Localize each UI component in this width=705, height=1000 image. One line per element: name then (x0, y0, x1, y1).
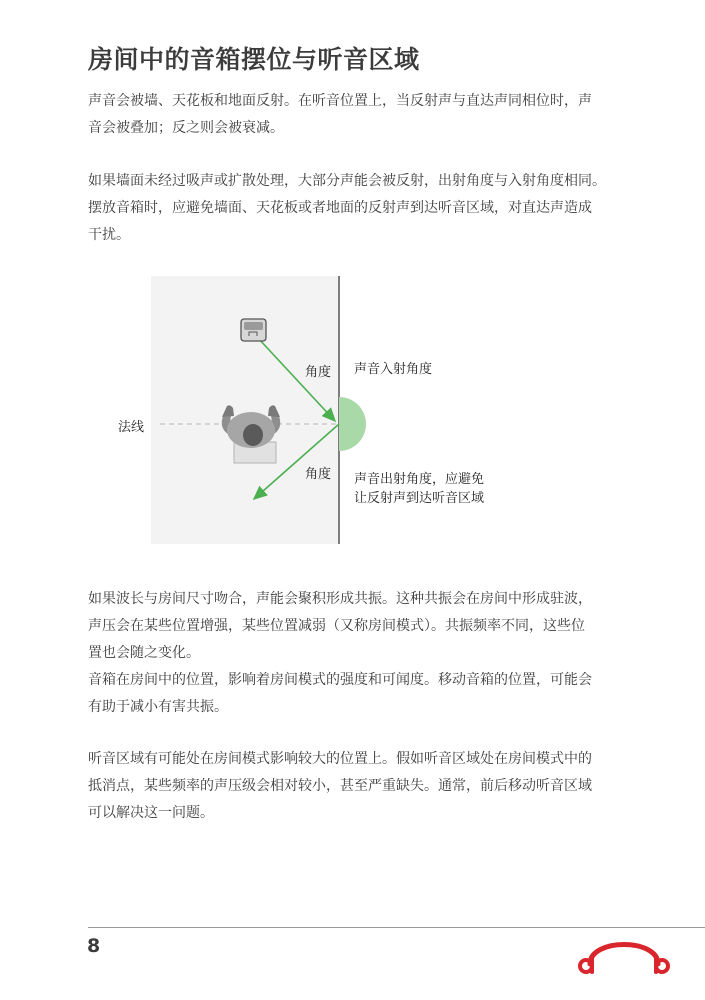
paragraph-line: 置也会随之变化。 (88, 645, 200, 661)
paragraph-reflection (88, 88, 648, 142)
angle-label-bottom: 角度 (305, 467, 332, 482)
paragraph-line: 听音区域有可能处在房间模式影响较大的位置上。假如听音区域处在房间模式中的 (88, 751, 592, 767)
footer-divider (88, 927, 705, 928)
reflected-angle-label-line-1: 声音出射角度，应避免 (354, 472, 485, 487)
paragraph-wall-treatment (88, 168, 648, 249)
reflected-angle-label-line-2: 让反射声到达听音区域 (354, 491, 485, 506)
paragraph-line: 干扰。 (88, 227, 130, 243)
normal-line-label: 法线 (118, 420, 145, 435)
page-title: 房间中的音箱摆位与听音区域 (88, 45, 420, 74)
speaker-icon (241, 319, 266, 341)
paragraph-line: 音箱在房间中的位置，影响着房间模式的强度和可闻度。移动音箱的位置，可能会 (88, 672, 592, 688)
paragraph-line: 可以解决这一问题。 (88, 805, 214, 821)
paragraph-line: 声音会被墙、天花板和地面反射。在听音位置上，当反射声与直达声同相位时，声 (88, 93, 592, 109)
paragraph-room-modes (88, 586, 648, 721)
angle-label-top: 角度 (305, 365, 332, 380)
paragraph-listening-area (88, 746, 648, 827)
paragraph-line: 声压会在某些位置增强，某些位置减弱（又称房间模式）。共振频率不同，这些位 (88, 618, 585, 634)
paragraph-line: 有助于减小有害共振。 (88, 699, 228, 715)
paragraph-line: 如果墙面未经过吸声或扩散处理，大部分声能会被反射，出射角度与入射角度相同。 (88, 173, 606, 189)
paragraph-line: 摆放音箱时，应避免墙面、天花板或者地面的反射声到达听音区域，对直达声造成 (88, 200, 592, 216)
paragraph-line: 如果波长与房间尺寸吻合，声能会聚积形成共振。这种共振会在房间中形成驻波， (88, 591, 592, 607)
paragraph-line: 音会被叠加；反之则会被衰减。 (88, 120, 284, 136)
db-headphone-logo-icon (576, 934, 672, 976)
angle-wedge (339, 397, 366, 451)
reflection-diagram (110, 270, 530, 550)
incident-angle-label: 声音入射角度 (354, 362, 433, 377)
page-number: 8 (87, 935, 101, 957)
reflection-diagram-graphic (110, 270, 530, 550)
room-area (151, 276, 339, 544)
paragraph-line: 抵消点，某些频率的声压级会相对较小，甚至严重缺失。通常，前后移动听音区域 (88, 778, 592, 794)
